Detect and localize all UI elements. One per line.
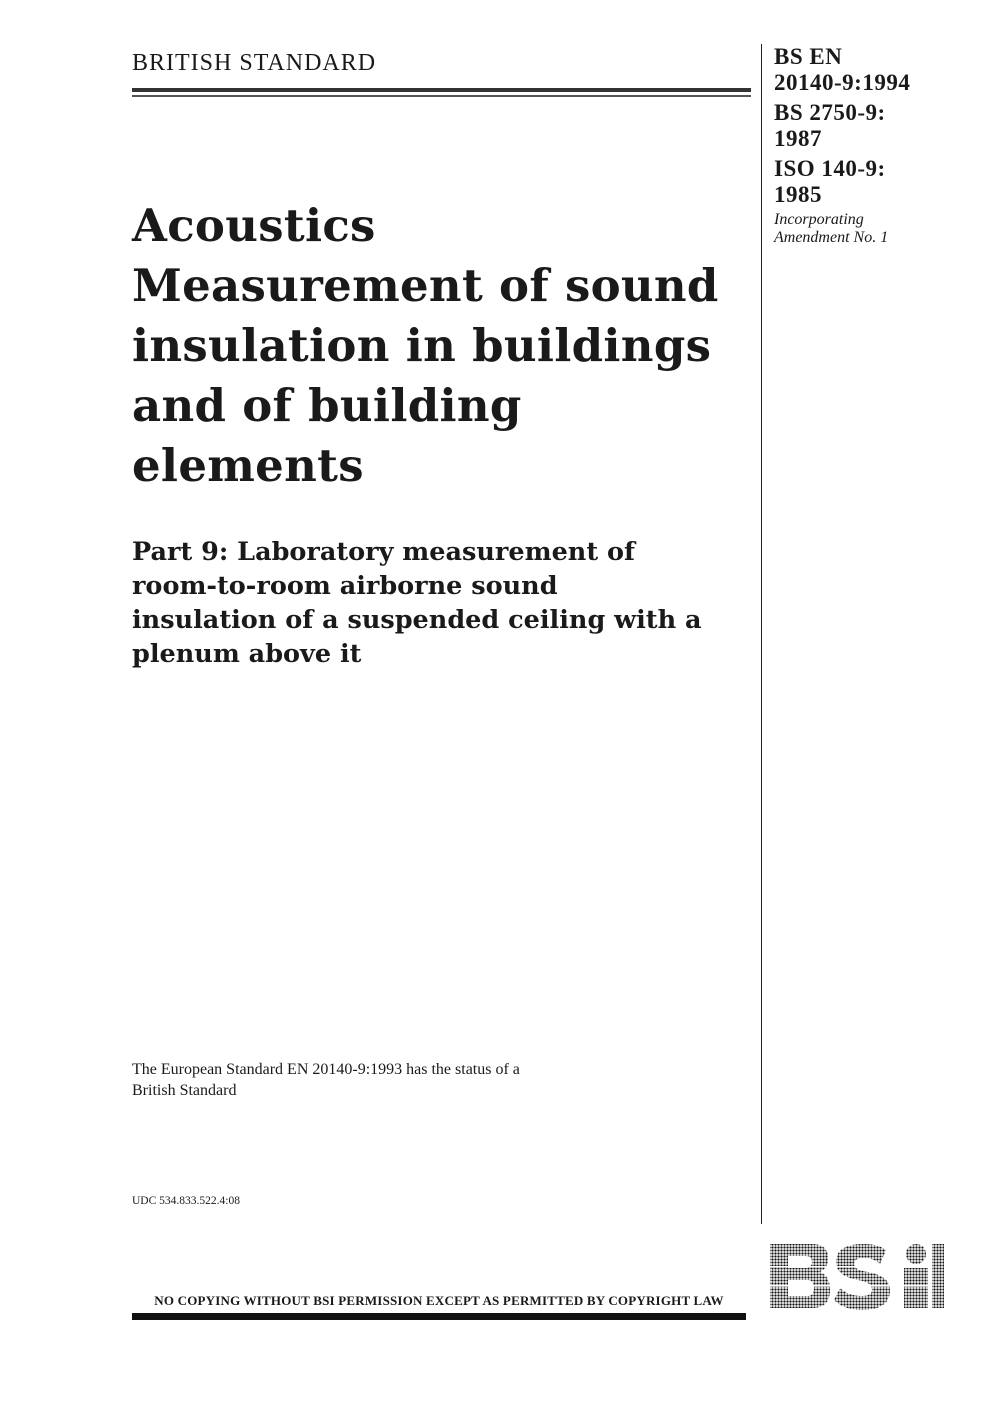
title-line: and of building — [132, 379, 522, 432]
designation-bs-en-label: BS EN — [774, 44, 843, 69]
document-subtitle — [132, 535, 747, 671]
subtitle-line: insulation of a suspended ceiling with a — [132, 605, 702, 635]
title-line: insulation in buildings — [132, 319, 712, 372]
subtitle-line: plenum above it — [132, 639, 362, 669]
subtitle-line: room-to-room airborne sound — [132, 571, 558, 601]
designation-iso-year: 1985 — [774, 182, 822, 207]
status-note-line-1: The European Standard EN 20140-9:1993 has the status of a — [132, 1061, 520, 1078]
status-note — [132, 1059, 732, 1101]
udc-code: UDC 534.833.522.4:08 — [132, 1195, 240, 1207]
series-label: BRITISH STANDARD — [132, 50, 377, 76]
footer-rule — [132, 1313, 746, 1320]
standard-designations — [774, 44, 974, 248]
title-line: Acoustics — [132, 199, 376, 252]
designation-bs-year: 1987 — [774, 126, 822, 151]
title-line: Measurement of sound — [132, 259, 719, 312]
header-rule-thick — [132, 88, 751, 92]
copyright-notice: NO COPYING WITHOUT BSI PERMISSION EXCEPT AS PERMITTED BY COPYRIGHT LAW — [154, 1293, 724, 1308]
bsi-logo — [768, 1240, 946, 1312]
amendment-line-2: Amendment No. 1 — [774, 229, 889, 246]
amendment-line-1: Incorporating — [774, 211, 864, 228]
designation-bs-label: BS 2750-9: — [774, 100, 886, 125]
document-title — [132, 196, 742, 496]
designation-bs-en-number: 20140-9:1994 — [774, 70, 911, 95]
header-rule-thin — [132, 95, 751, 97]
designation-iso-label: ISO 140-9: — [774, 156, 886, 181]
status-note-line-2: British Standard — [132, 1082, 237, 1099]
subtitle-line: Part 9: Laboratory measurement of — [132, 537, 635, 567]
title-line: elements — [132, 439, 364, 492]
vertical-divider — [761, 44, 762, 1224]
